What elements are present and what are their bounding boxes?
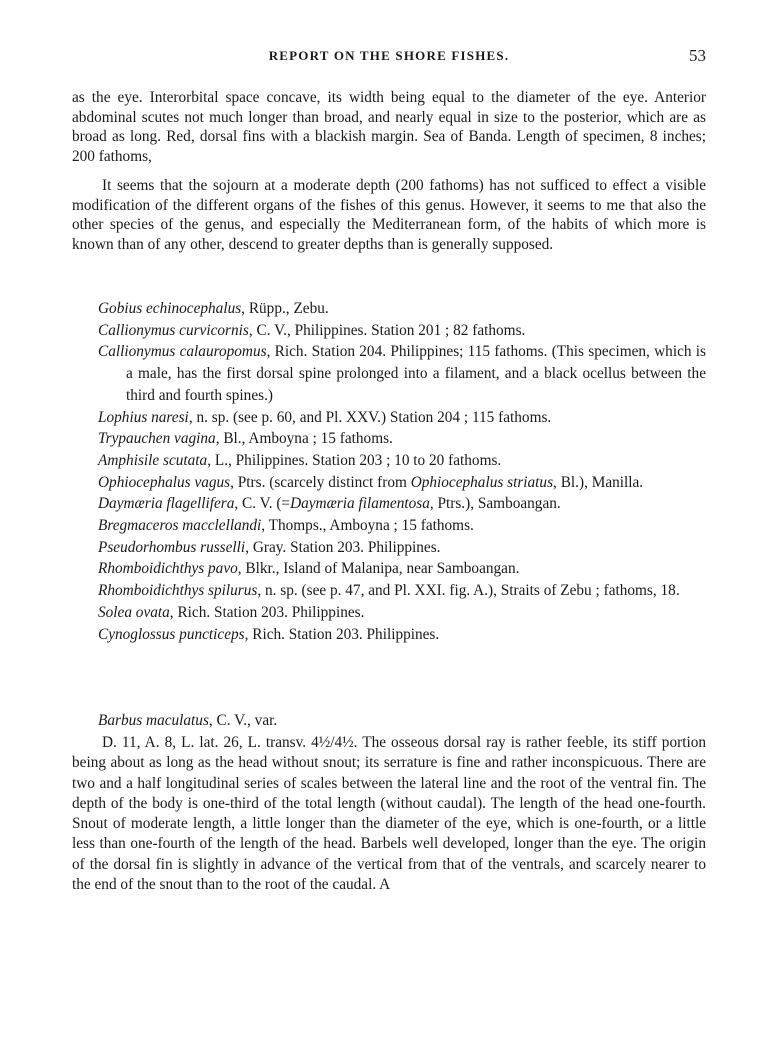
species-synonym-name: Daymæria filamentosa	[290, 495, 430, 513]
species-name: Trypauchen vagina	[98, 430, 216, 448]
species-entry	[72, 298, 706, 320]
species-name: Callionymus curvicornis	[98, 321, 249, 339]
species-details: , Thomps., Amboyna ; 15 fathoms.	[261, 517, 474, 535]
species-list	[72, 298, 706, 645]
species-name: Gobius echinocephalus	[98, 300, 242, 317]
depth-remark-paragraph	[72, 176, 706, 255]
species-name: Solea ovata	[98, 603, 170, 621]
barbus-description	[72, 733, 706, 895]
species-entry	[72, 493, 706, 515]
species-name: Pseudorhombus russelli	[98, 538, 246, 556]
species-authority: , C. V., var.	[208, 712, 278, 729]
species-entry	[72, 472, 706, 494]
paragraph-text: It seems that the sojourn at a moderate depth (200 fathoms) has not sufficed to effect a visible modification of the different organs of the fishes of this genus. However, it seems to me that also the other species of the genus, and especially the Mediterranean form, of the habits of which more is known than of any other, descend to greater depths than is generally supposed.	[72, 177, 706, 254]
species-name: Ophiocephalus vagus	[98, 473, 231, 491]
paragraph-text: as the eye. Interorbital space concave, its width being equal to the diameter of the eye. Anterior abdominal scutes not much longer than broad, and nearly equal in size to the posterior, which are as broad as long. Red, dorsal fins with a blackish margin. Sea of Banda. Length of specimen, 8 inches; 200 fathoms,	[72, 89, 706, 166]
page-number: 53	[689, 46, 706, 65]
species-details: , C. V., Philippines. Station 201 ; 82 fathoms.	[248, 321, 526, 339]
species-details: , Ptrs.), Samboangan.	[429, 495, 561, 513]
species-details: , Ptrs. (scarcely distinct from	[230, 473, 411, 491]
species-entry	[72, 580, 706, 602]
species-details: , Blkr., Island of Malanipa, near Samboangan.	[237, 560, 520, 578]
continuation-paragraph	[72, 88, 706, 167]
species-details: , L., Philippines. Station 203 ; 10 to 20 fathoms.	[207, 451, 502, 469]
species-entry	[72, 602, 706, 624]
species-synonym-name: Ophiocephalus striatus	[410, 473, 554, 491]
species-entry	[72, 341, 706, 406]
paragraph-text: D. 11, A. 8, L. lat. 26, L. transv. 4½/4½. The osseous dorsal ray is rather feeble, its stiff portion being about as long as the head without snout; its serrature is fine and rather inconspicuous. There are two and a half longitudinal series of scales between the lateral line and the root of the ventral fin. The depth of the body is one-third of the total length (without caudal). The length of the head one-fourth. Snout of moderate length, a little longer than the diameter of the eye, which is one-fourth, or a little less than one-fourth of the length of the head. Barbels well developed, longer than the eye. The origin of the dorsal fin is slightly in advance of the vertical from that of the ventrals, and scarcely nearer to the end of the snout than to the root of the caudal. A	[72, 734, 706, 894]
species-details: , Bl., Amboyna ; 15 fathoms.	[215, 430, 393, 448]
species-name: Rhomboidichthys spilurus	[98, 582, 258, 600]
species-details: , C. V. (=	[234, 495, 291, 513]
species-name: Cynoglossus puncticeps	[98, 625, 245, 643]
species-details: , n. sp. (see p. 60, and Pl. XXV.) Station 204 ; 115 fathoms.	[188, 408, 552, 426]
species-name: Lophius naresi	[98, 408, 189, 426]
species-name: Rhomboidichthys pavo	[98, 560, 238, 578]
species-name: Daymæria flagellifera	[98, 495, 235, 513]
species-name: Bregmaceros macclellandi	[98, 517, 262, 535]
species-details: , n. sp. (see p. 47, and Pl. XXI. fig. A.), Straits of Zebu ; fathoms, 18.	[257, 582, 680, 600]
species-name: Amphisile scutata	[98, 451, 208, 469]
species-details: , Rich. Station 203. Philippines.	[244, 625, 440, 643]
species-entry	[72, 537, 706, 559]
species-details: , Gray. Station 203. Philippines.	[245, 538, 441, 556]
species-entry	[72, 515, 706, 537]
page-header	[72, 44, 706, 68]
species-details: , Rüpp., Zebu.	[241, 300, 329, 317]
species-details: , Bl.), Manilla.	[553, 473, 644, 491]
species-name: Barbus maculatus	[98, 712, 209, 729]
species-entry	[72, 407, 706, 429]
barbus-heading	[98, 712, 277, 730]
running-title: REPORT ON THE SHORE FISHES.	[268, 48, 510, 63]
species-entry	[72, 624, 706, 646]
species-entry	[72, 320, 706, 342]
species-entry	[72, 450, 706, 472]
species-name: Callionymus calauropomus	[98, 343, 267, 361]
species-entry	[72, 428, 706, 450]
species-details: , Rich. Station 203. Philippines.	[169, 603, 365, 621]
species-entry	[72, 558, 706, 580]
species-details: , Rich. Station 204. Philippines; 115 fathoms. (This specimen, which is a male, has the first dorsal spine prolonged into a filament, and a black ocellus between the third and fourth spines.)	[126, 343, 706, 404]
